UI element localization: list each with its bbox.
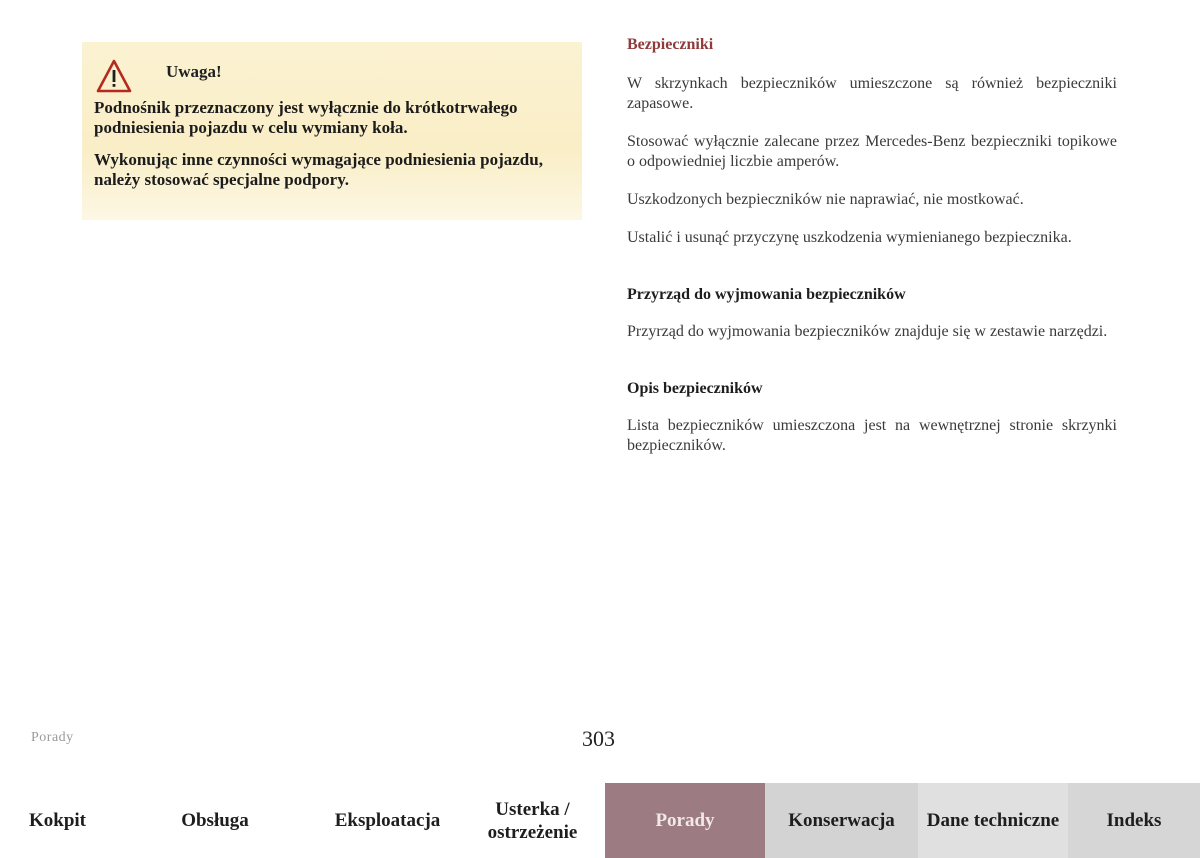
warning-text: Wykonując inne czynności wymagające podniesienia pojazdu, należy stosować specjalne podpory. [94,150,543,189]
paragraph: W skrzynkach bezpieczników umieszczone są również bezpieczniki zapasowe. [627,75,1117,112]
section-title-tool: Przyrząd do wyjmowania bezpieczników [627,286,906,303]
warning-text: Podnośnik przeznaczony jest wyłącznie do krótkotrwałego podniesienia pojazdu w celu wymiany koła. [94,98,518,137]
section-title-fuses: Bezpieczniki [627,36,714,53]
warning-title: Uwaga! [166,62,222,81]
warning-box [82,42,582,220]
paragraph: Przyrząd do wyjmowania bezpieczników znajduje się w zestawie narzędzi. [627,323,1108,340]
nav-tab-eksploatacja[interactable]: Eksploatacja [315,783,460,858]
paragraph: Stosować wyłącznie zalecane przez Mercedes-Benz bezpieczniki topikowe o odpowiedniej liczbie amperów. [627,133,1117,170]
page-number: 303 [582,726,615,751]
nav-tab-porady[interactable]: Porady [605,783,765,858]
nav-tab-usterka[interactable]: Usterka / ostrzeżenie [460,783,605,858]
section-title-description: Opis bezpieczników [627,380,763,397]
main-content [627,36,1117,474]
paragraph: Uszkodzonych bezpieczników nie naprawiać, nie mostkować. [627,191,1024,208]
paragraph: Lista bezpieczników umieszczona jest na wewnętrznej stronie skrzynki bezpieczników. [627,417,1117,454]
footer-section-label: Porady [31,730,74,745]
warning-triangle-icon [96,59,132,93]
nav-tab-konserwacja[interactable]: Konserwacja [765,783,918,858]
chapter-nav [0,783,1200,858]
nav-tab-dane-techniczne[interactable]: Dane techniczne [918,783,1068,858]
nav-tab-kokpit[interactable]: Kokpit [0,783,115,858]
paragraph: Ustalić i usunąć przyczynę uszkodzenia wymienianego bezpiecznika. [627,229,1072,246]
warning-header [94,56,570,96]
nav-tab-indeks[interactable]: Indeks [1068,783,1200,858]
nav-tab-obsluga[interactable]: Obsługa [115,783,315,858]
